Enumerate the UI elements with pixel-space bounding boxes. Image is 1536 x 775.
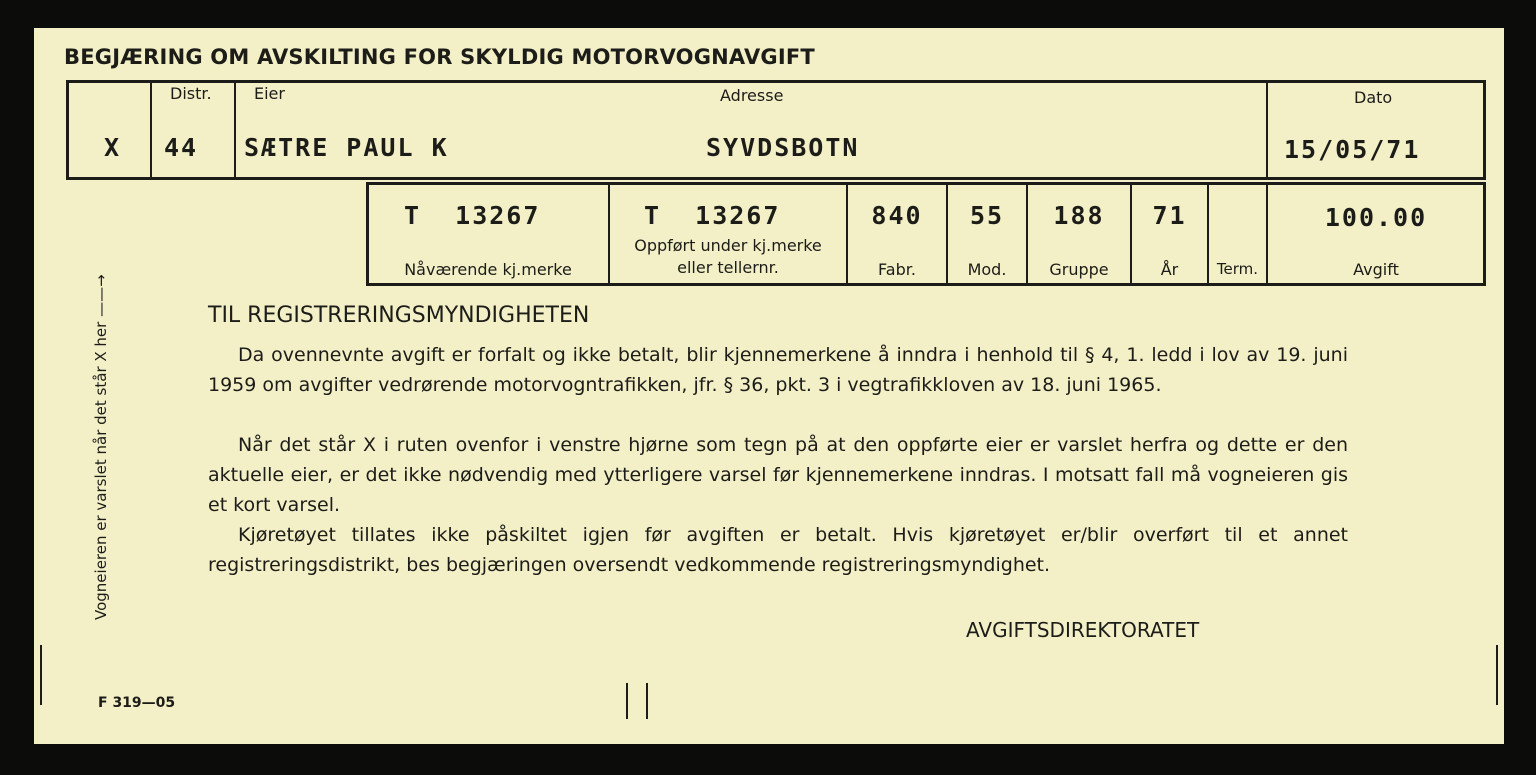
paragraph-3: Kjøretøyet tillates ikke påskiltet igjen før avgiften er betalt. Hvis kjøretøyet er/blir overført til et annet registreringsdistrikt, bes begjæringen oversendt vedkommende registreringsmyndighet.	[208, 524, 1348, 576]
oppfort-label-1: Oppført under kj.merke	[634, 236, 822, 255]
distr-label: Distr.	[170, 84, 212, 103]
navarende-label: Nåværende kj.merke	[404, 260, 572, 279]
body-heading: TIL REGISTRERINGSMYNDIGHETEN	[208, 303, 590, 328]
fold-mark	[646, 683, 648, 719]
avgift-value: 100.00	[1324, 203, 1428, 232]
divider	[1266, 82, 1268, 178]
edge-mark-right	[1496, 645, 1498, 705]
ar-label: År	[1160, 260, 1179, 279]
fabr-label: Fabr.	[878, 260, 916, 279]
mod-label: Mod.	[967, 260, 1007, 279]
oppfort-value: T 13267	[644, 201, 781, 230]
eier-label: Eier	[254, 84, 285, 103]
adresse-value: SYVDSBOTN	[706, 133, 860, 162]
divider	[234, 82, 236, 178]
edge-mark-left	[40, 645, 42, 705]
paragraph-1: Da ovennevnte avgift er forfalt og ikke betalt, blir kjennemerkene å inndra i henhold til § 4, 1. ledd i lov av 19. juni 1959 om avgifter vedrørende motorvogntrafikken, jfr. § 36, pkt. 3 i vegtrafikkloven av 18. juni 1965.	[208, 344, 1348, 396]
distr-value: 44	[164, 133, 199, 162]
ar-value: 71	[1152, 201, 1187, 230]
gruppe-label: Gruppe	[1049, 260, 1109, 279]
fabr-value: 840	[871, 201, 923, 230]
term-label: Term.	[1216, 260, 1259, 278]
avgift-label: Avgift	[1353, 260, 1399, 279]
navarende-value: T 13267	[404, 201, 541, 230]
signature: AVGIFTSDIREKTORATET	[966, 618, 1200, 642]
dato-label: Dato	[1354, 88, 1393, 107]
divider	[150, 82, 152, 178]
adresse-label: Adresse	[720, 86, 784, 105]
paragraph-2: Når det står X i ruten ovenfor i venstre hjørne som tegn på at den oppførte eier er varslet herfra og dette er den aktuelle eier, er det ikke nødvendig med ytterligere varsel før kjennemerkene inndras. I motsatt fall må vogneieren gis et kort varsel.	[208, 434, 1348, 516]
side-note: Vogneieren er varslet når det står X her ——→	[92, 274, 110, 620]
x-mark: X	[104, 133, 122, 162]
fold-mark	[626, 683, 628, 719]
dato-value: 15/05/71	[1284, 135, 1421, 164]
form-title: BEGJÆRING OM AVSKILTING FOR SKYLDIG MOTORVOGNAVGIFT	[64, 45, 815, 69]
oppfort-label-2: eller tellernr.	[677, 258, 779, 277]
form-number: F 319—05	[98, 695, 176, 711]
mod-value: 55	[969, 201, 1005, 230]
eier-value: SÆTRE PAUL K	[244, 133, 449, 162]
gruppe-value: 188	[1053, 201, 1105, 230]
